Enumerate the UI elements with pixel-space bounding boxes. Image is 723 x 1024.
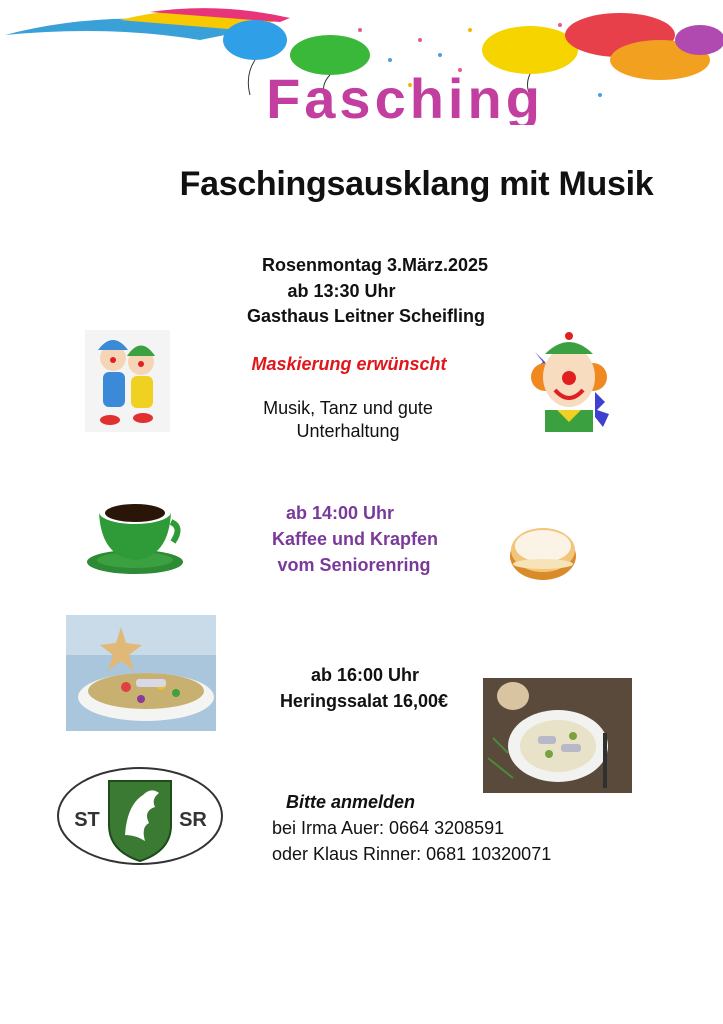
page-title: Faschingsausklang mit Musik: [179, 165, 654, 203]
event-time: ab 13:30 Uhr: [287, 281, 396, 301]
contact-heading: Bitte anmelden: [286, 792, 416, 812]
entertainment-line1: Musik, Tanz und gute: [263, 398, 433, 418]
coffee-line1: Kaffee und Krapfen: [271, 529, 439, 549]
krapfen-image: [508, 518, 578, 584]
balloons-illustration: [0, 0, 723, 125]
coffee-cup-image: [85, 492, 185, 577]
herring-time: ab 16:00 Uhr: [310, 665, 420, 685]
entertainment-line2: Unterhaltung: [296, 421, 400, 441]
logo-right-text: SR: [179, 809, 207, 831]
fasching-banner: [0, 0, 723, 125]
logo-left-text: ST: [74, 809, 100, 831]
coffee-time: ab 14:00 Uhr: [285, 503, 395, 523]
event-date: Rosenmontag 3.März.2025: [261, 255, 489, 275]
herring-salad-image: [66, 615, 216, 731]
contact-line1: bei Irma Auer: 0664 3208591: [272, 818, 505, 838]
banner-word: Fasching: [266, 67, 544, 125]
herring-bowl-image: [483, 678, 632, 793]
stsr-logo: [55, 765, 225, 867]
clowns-image: [85, 330, 170, 432]
masking-note: Maskierung erwünscht: [251, 354, 447, 374]
contact-line2: oder Klaus Rinner: 0681 10320071: [272, 844, 552, 864]
coffee-line2: vom Seniorenring: [277, 555, 431, 575]
herring-price: Heringssalat 16,00€: [279, 691, 449, 711]
clown-face-image: [525, 332, 611, 432]
event-venue: Gasthaus Leitner Scheifling: [246, 306, 486, 326]
